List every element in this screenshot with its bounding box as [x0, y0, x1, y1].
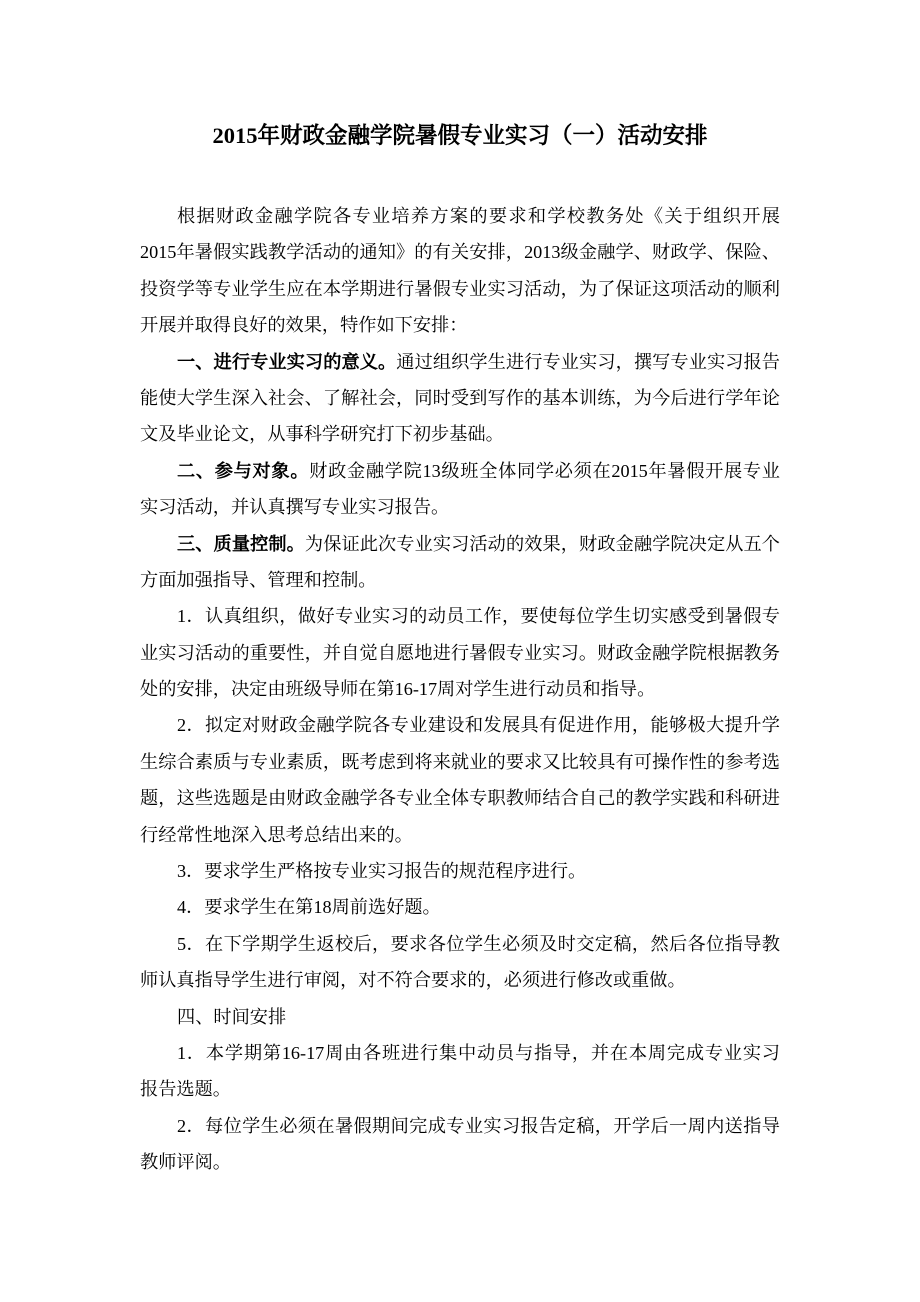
paragraph-line: [140, 1071, 780, 1107]
paragraph: [140, 926, 780, 999]
line-text: 1．本学期第16-17周由各班进行集中动员与指导，并在本周完成专业实习: [177, 1042, 780, 1063]
paragraph-line: [140, 234, 780, 270]
paragraph: [140, 999, 780, 1035]
paragraph-line: [140, 526, 780, 562]
paragraph-line: [140, 780, 780, 816]
paragraph-line: [140, 380, 780, 416]
line-text: 根据财政金融学院各专业培养方案的要求和学校教务处《关于组织开展: [177, 206, 780, 226]
paragraph-line: [140, 671, 780, 707]
paragraph: [140, 707, 780, 853]
paragraph-line: [140, 307, 780, 343]
line-text: 生综合素质与专业素质，既考虑到将来就业的要求又比较具有可操作性的参考选: [140, 751, 780, 772]
paragraph: [140, 453, 780, 526]
line-text: 2．拟定对财政金融学院各专业建设和发展具有促进作用，能够极大提升学: [177, 715, 780, 736]
paragraph-line: [140, 598, 780, 634]
paragraph-line: [140, 999, 780, 1035]
line-text: 开展并取得良好的效果，特作如下安排：: [140, 315, 468, 336]
paragraph-line: [140, 707, 780, 743]
paragraph: [140, 198, 780, 344]
line-text: 5．在下学期学生返校后，要求各位学生必须及时交定稿，然后各位指导教: [177, 933, 780, 954]
line-text: 题，这些选题是由财政金融学各专业全体专职教师结合自己的教学实践和科研进: [140, 788, 780, 809]
paragraph: [140, 598, 780, 707]
line-text: 行经常性地深入思考总结出来的。: [140, 824, 413, 845]
paragraph-line: [140, 489, 780, 525]
line-text: 处的安排，决定由班级导师在第16-17周对学生进行动员和指导。: [140, 679, 656, 700]
line-text: 师认真指导学生进行审阅，对不符合要求的，必须进行修改或重做。: [140, 970, 686, 991]
paragraph-line: [140, 853, 780, 889]
paragraph-line: [140, 926, 780, 962]
line-text: 投资学等专业学生应在本学期进行暑假专业实习活动，为了保证这项活动的顺利: [140, 278, 780, 299]
paragraph: [140, 853, 780, 889]
section-heading: 三、质量控制。: [177, 533, 305, 554]
document-body: [140, 198, 780, 1181]
paragraph-line: [140, 635, 780, 671]
section-heading: 一、进行专业实习的意义。: [177, 351, 397, 372]
line-text: 业实习活动的重要性，并自觉自愿地进行暑假专业实习。财政金融学院根据教务: [140, 642, 780, 663]
paragraph-line: [140, 344, 780, 380]
line-text: 2．每位学生必须在暑假期间完成专业实习报告定稿，开学后一周内送指导: [177, 1115, 780, 1136]
paragraph-line: [140, 962, 780, 998]
paragraph-line: [140, 889, 780, 925]
paragraph: [140, 526, 780, 599]
line-text: 为保证此次专业实习活动的效果，财政金融学院决定从五个: [304, 533, 780, 554]
line-text: 1．认真组织，做好专业实习的动员工作，要使每位学生切实感受到暑假专: [177, 606, 780, 627]
paragraph-line: [140, 1035, 780, 1071]
paragraph: [140, 344, 780, 453]
line-text: 方面加强指导、管理和控制。: [140, 569, 377, 590]
paragraph-line: [140, 271, 780, 307]
paragraph-line: [140, 817, 780, 853]
paragraph: [140, 1035, 780, 1108]
line-text: 财政金融学院13级班全体同学必须在2015年暑假开展专业: [309, 460, 780, 481]
line-text: 教师评阅。: [140, 1152, 231, 1173]
line-text: 4．要求学生在第18周前选好题。: [177, 897, 441, 918]
line-text: 2015年暑假实践教学活动的通知》的有关安排，2013级金融学、财政学、保险、: [140, 242, 780, 263]
line-text: 四、时间安排: [177, 1006, 287, 1027]
document-title: 2015年财政金融学院暑假专业实习（一）活动安排: [212, 123, 708, 148]
line-text: 3．要求学生严格按专业实习报告的规范程序进行。: [177, 861, 587, 882]
paragraph-line: [140, 744, 780, 780]
line-text: 实习活动，并认真撰写专业实习报告。: [140, 497, 450, 518]
line-text: 能使大学生深入社会、了解社会，同时受到写作的基本训练，为今后进行学年论: [140, 387, 780, 408]
paragraph-line: [140, 562, 780, 598]
line-text: 通过组织学生进行专业实习，撰写专业实习报告: [396, 351, 780, 372]
paragraph: [140, 889, 780, 925]
paragraph-line: [140, 1144, 780, 1180]
paragraph: [140, 1108, 780, 1181]
line-text: 报告选题。: [140, 1079, 231, 1100]
paragraph-line: [140, 416, 780, 452]
paragraph-line: [140, 1108, 780, 1144]
paragraph-line: [140, 198, 780, 234]
line-text: 文及毕业论文，从事科学研究打下初步基础。: [140, 424, 504, 445]
paragraph-line: [140, 453, 780, 489]
section-heading: 二、参与对象。: [177, 460, 310, 481]
